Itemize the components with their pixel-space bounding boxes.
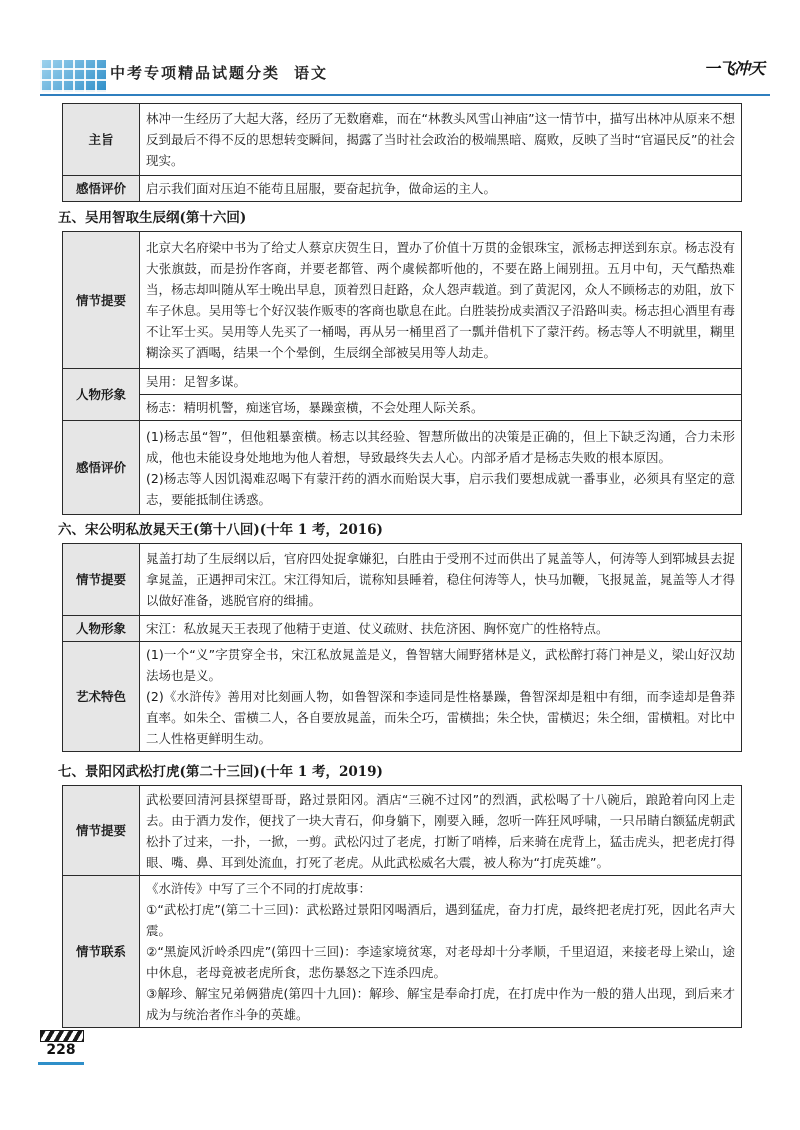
row-text — [140, 421, 742, 515]
row-text: 林冲一生经历了大起大落，经历了无数磨难，而在“林教头风雪山神庙”这一情节中，描写出林冲从原来不想反到最后不得不反的思想转变瞬间，揭露了当时社会政治的极端黑暗、腐败，反映了当时“官逼民反”的社会现实。 — [140, 104, 742, 176]
page-badge-stripes — [40, 1030, 84, 1042]
link-paragraph-2: ②“黑旋风沂岭杀四虎”(第四十三回)：李逵家境贫寒，对老母却十分孝顺，千里迢迢，来接老母上梁山，途中休息，老母竟被老虎所食，悲伤暴怒之下连杀四虎。 — [146, 944, 735, 980]
row-label: 情节联系 — [63, 876, 140, 1028]
table-row — [63, 395, 742, 421]
table-row — [63, 104, 742, 176]
link-paragraph-3: ③解珍、解宝兄弟俩猎虎(第四十九回)：解珍、解宝是奉命打虎，在打虎中作为一般的猎人出现，到后来才成为与统治者作斗争的英雄。 — [146, 986, 735, 1022]
row-label: 情节提要 — [63, 786, 140, 876]
header-rule — [40, 94, 770, 96]
section-6-table — [62, 543, 742, 752]
header-grid-logo — [40, 60, 106, 92]
page-header — [40, 52, 770, 94]
header-title-text: 中考专项精品试题分类 — [110, 64, 281, 82]
row-label: 情节提要 — [63, 232, 140, 369]
art-paragraph-1: (1)一个“义”字贯穿全书，宋江私放晁盖是义，鲁智辖大闹野猪林是义，武松醉打蒋门神是义，梁山好汉劫法场也是义。 — [146, 647, 735, 683]
row-label: 人物形象 — [63, 369, 140, 421]
table-row — [63, 616, 742, 642]
row-text: 武松要回清河县探望哥哥，路过景阳冈。酒店“三碗不过冈”的烈酒，武松喝了十八碗后，踉跄着向冈上走去。由于酒力发作，便找了一块大青石，仰身躺下，刚要入睡，忽听一阵狂风呼啸，一只吊睛白额猛虎朝武松扑了过来，一扑，一掀，一剪。武松闪过了老虎，打断了哨棒，后来骑在虎背上，猛击虎头，把老虎打得眼、嘴、鼻、耳到处流血，打死了老虎。从此武松威名大震，被人称为“打虎英雄”。 — [140, 786, 742, 876]
row-label: 主旨 — [63, 104, 140, 176]
section-6-title: 六、宋公明私放晁天王(第十八回)(十年 1 考，2016) — [58, 522, 383, 538]
table-row — [63, 786, 742, 876]
table-row — [63, 544, 742, 616]
row-text — [140, 642, 742, 752]
row-text: 宋江：私放晁天王表现了他精于吏道、仗义疏财、扶危济困、胸怀宽广的性格特点。 — [140, 616, 742, 642]
header-subject: 语文 — [294, 64, 329, 82]
row-label: 感悟评价 — [63, 421, 140, 515]
eval-paragraph-1: (1)杨志虽“智”，但他粗暴蛮横。杨志以其经验、智慧所做出的决策是正确的，但上下缺乏沟通，合力未形成，他也未能设身处地地为他人着想，导致最终失去人心。内部矛盾才是杨志失败的根本原因。 — [146, 428, 735, 465]
table-row — [63, 369, 742, 395]
row-text: 晁盖打劫了生辰纲以后，官府四处捉拿嫌犯，白胜由于受刑不过而供出了晁盖等人，何涛等人到郓城县去捉拿晁盖，正遇押司宋江。宋江得知后，谎称知县睡着，稳住何涛等人，快马加鞭，飞报晁盖，晁盖等人才得以做好准备，逃脱官府的缉捕。 — [140, 544, 742, 616]
row-label: 情节提要 — [63, 544, 140, 616]
page-number-badge — [38, 1030, 84, 1070]
table-row — [63, 421, 742, 515]
page-number: 228 — [38, 1042, 84, 1065]
row-label: 感悟评价 — [63, 176, 140, 202]
row-text — [140, 876, 742, 1028]
top-table — [62, 103, 742, 202]
art-paragraph-2: (2)《水浒传》善用对比刻画人物，如鲁智深和李逵同是性格暴躁，鲁智深却是粗中有细，而李逵却是鲁莽直率。如朱仝、雷横二人，各自要放晁盖，而朱仝巧，雷横拙；朱仝快，雷横迟；朱仝细，雷横粗。对比中二人性格更鲜明生动。 — [146, 689, 735, 746]
table-row — [63, 642, 742, 752]
table-row — [63, 876, 742, 1028]
section-5-title: 五、吴用智取生辰纲(第十六回) — [58, 210, 247, 226]
section-7-table — [62, 785, 742, 1028]
link-paragraph-1: ①“武松打虎”(第二十三回)：武松路过景阳冈喝酒后，遇到猛虎，奋力打虎，最终把老虎打死，因此名声大震。 — [146, 902, 735, 938]
header-brand: 一飞冲天 — [703, 59, 764, 78]
row-text: 北京大名府梁中书为了给丈人蔡京庆贺生日，置办了价值十万贯的金银珠宝，派杨志押送到东京。杨志没有大张旗鼓，而是扮作客商，并要老都管、两个虞候都听他的，不要在路上闹别扭。五月中旬，天气酷热难当，杨志却叫随从军士晚出早息，顶着烈日赶路，众人怨声载道。到了黄泥冈，众人不顾杨志的劝阻，放下车子休息。吴用等七个好汉装作贩枣的客商也歇息在此。白胜装扮成卖酒汉子沿路叫卖。杨志担心酒里有毒不让军士买。吴用等人先买了一桶喝，再从另一桶里舀了一瓢并借机下了蒙汗药。杨志等人不明就里，糊里糊涂买了酒喝，结果一个个晕倒，生辰纲全部被吴用等人劫走。 — [140, 232, 742, 369]
section-5-table — [62, 231, 742, 515]
eval-paragraph-2: (2)杨志等人因饥渴难忍喝下有蒙汗药的酒水而贻误大事，启示我们要想成就一番事业，必须具有坚定的意志，要能抵制住诱惑。 — [146, 470, 735, 507]
row-text: 吴用：足智多谋。 — [140, 369, 742, 395]
table-row — [63, 176, 742, 202]
row-text: 杨志：精明机警，痴迷官场，暴躁蛮横，不会处理人际关系。 — [140, 395, 742, 421]
row-label: 艺术特色 — [63, 642, 140, 752]
row-text: 启示我们面对压迫不能苟且屈服，要奋起抗争，做命运的主人。 — [140, 176, 742, 202]
table-row — [63, 232, 742, 369]
section-7-title: 七、景阳冈武松打虎(第二十三回)(十年 1 考，2019) — [58, 764, 383, 780]
link-paragraph-0: 《水浒传》中写了三个不同的打虎故事： — [146, 881, 372, 896]
header-title — [110, 62, 328, 83]
row-label: 人物形象 — [63, 616, 140, 642]
